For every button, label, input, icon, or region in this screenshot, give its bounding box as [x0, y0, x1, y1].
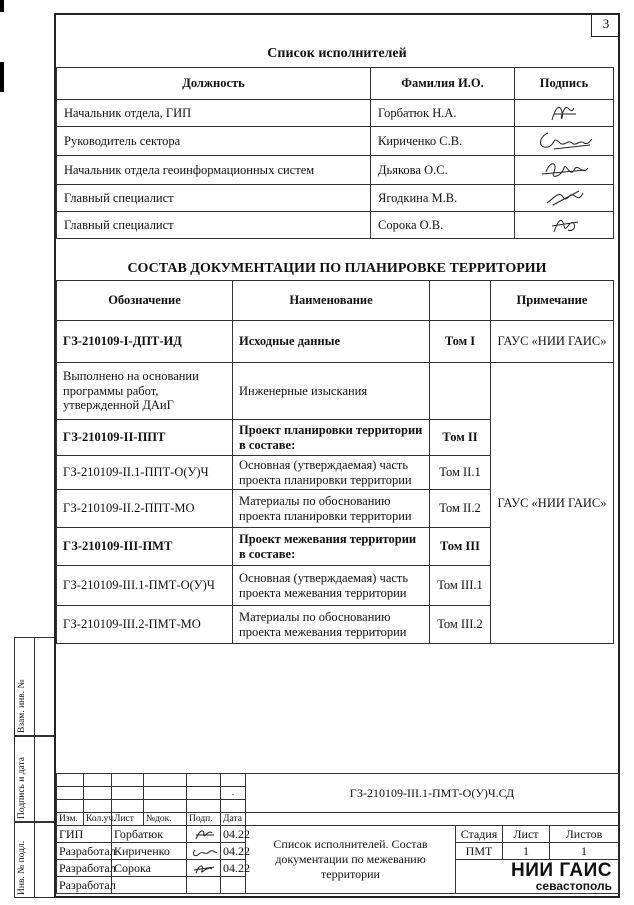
- designation: ГЗ-210109-II.2-ППТ-МО: [57, 490, 233, 528]
- designation: ГЗ-210109-II.1-ППТ-О(У)Ч: [57, 456, 233, 490]
- side-stamp-label: Подпись и дата: [17, 756, 27, 819]
- doc-title: Основная (утверждаемая) часть проекта межевания территории: [233, 566, 430, 606]
- designation: ГЗ-210109-III.2-ПМТ-МО: [57, 606, 233, 644]
- executor-position: Главный специалист: [57, 212, 371, 239]
- col-position: Должность: [57, 68, 371, 100]
- sheets-value: 1: [550, 843, 619, 860]
- col-name: Фамилия И.О.: [371, 68, 515, 100]
- role-date: [221, 877, 246, 894]
- role-name: Горбатюк: [112, 826, 187, 843]
- stage-value: ПМТ: [456, 843, 503, 860]
- note-gaus: ГАУС «НИИ ГАИС»: [491, 321, 614, 363]
- note-gaus: ГАУС «НИИ ГАИС»: [491, 363, 614, 644]
- volume: Том I: [430, 321, 491, 363]
- signature-image: [515, 185, 614, 212]
- title-block: [56, 773, 619, 894]
- executor-row: [57, 127, 614, 156]
- executor-name: Кириченко С.В.: [371, 127, 515, 156]
- doc-code: ГЗ-210109-III.1-ПМТ-О(У)Ч.СД: [246, 774, 619, 813]
- executor-name: Сорока О.В.: [371, 212, 515, 239]
- composition-header-row: [57, 281, 614, 321]
- volume: Том III.2: [430, 606, 491, 644]
- binding-mark-mid: [0, 62, 4, 92]
- executor-row: [57, 156, 614, 185]
- volume: Том II: [430, 420, 491, 456]
- doc-title: Материалы по обоснованию проекта планировки территории: [233, 490, 430, 528]
- composition-title: СОСТАВ ДОКУМЕНТАЦИИ ПО ПЛАНИРОВКЕ ТЕРРИТОРИИ: [127, 261, 547, 276]
- role-name: Сорока: [112, 860, 187, 877]
- role-label: ГИП: [57, 826, 112, 843]
- executor-name: Ягодкина М.В.: [371, 185, 515, 212]
- doc-title: Материалы по обоснованию проекта межевания территории: [233, 606, 430, 644]
- signature-image: [187, 860, 221, 877]
- executors-header-row: [57, 68, 614, 100]
- executors-table: [56, 67, 614, 239]
- role-label: Разработал: [57, 843, 112, 860]
- signature-image: [515, 156, 614, 185]
- col-change: Изм.: [57, 813, 84, 826]
- role-name: Кириченко: [112, 843, 187, 860]
- volume: Том III.1: [430, 566, 491, 606]
- volume: [430, 363, 491, 420]
- doc-title: Проект межевания территории в составе:: [233, 528, 430, 566]
- executor-name: Горбатюк Н.А.: [371, 100, 515, 127]
- executor-position: Главный специалист: [57, 185, 371, 212]
- org-logo: [456, 860, 619, 894]
- executor-position: Начальник отдела геоинформационных систем: [57, 156, 371, 185]
- col-signature: Подпись: [515, 68, 614, 100]
- sheet-value: 1: [503, 843, 550, 860]
- executor-position: Руководитель сектора: [57, 127, 371, 156]
- designation: Выполнено на основании программы работ, утвержденной ДАиГ: [57, 363, 233, 420]
- composition-table: [56, 280, 614, 644]
- col-title: Наименование: [233, 281, 430, 321]
- sheet-number: 3: [591, 13, 620, 37]
- role-date: 04.22: [221, 843, 246, 860]
- col-docnum: №док.: [144, 813, 187, 826]
- side-stamp-divider: [34, 637, 35, 898]
- designation: ГЗ-210109-III.1-ПМТ-О(У)Ч: [57, 566, 233, 606]
- signature-image: [187, 843, 221, 860]
- sheets-header: Листов: [550, 826, 619, 843]
- doc-title-block: Список исполнителей. Состав документации по межеванию территории: [246, 826, 456, 894]
- doc-title: Инженерные изыскания: [233, 363, 430, 420]
- doc-title: Проект планировки территории в составе:: [233, 420, 430, 456]
- role-date: 04.22: [221, 860, 246, 877]
- designation: ГЗ-210109-II-ППТ: [57, 420, 233, 456]
- executor-row: [57, 212, 614, 239]
- executor-name: Дьякова О.С.: [371, 156, 515, 185]
- volume: Том II.2: [430, 490, 491, 528]
- col-date: Дата: [221, 813, 246, 826]
- sheet-header: Лист: [503, 826, 550, 843]
- org-name: НИИ ГАИС: [511, 860, 612, 881]
- signature-image: [515, 100, 614, 127]
- role-name: [112, 877, 187, 894]
- doc-title: Основная (утверждаемая) часть проекта планировки территории: [233, 456, 430, 490]
- role-label: Разработал: [57, 860, 112, 877]
- designation: ГЗ-210109-I-ДПТ-ИД: [57, 321, 233, 363]
- col-sheet: Лист: [112, 813, 144, 826]
- composition-row: [57, 363, 614, 420]
- volume: Том III: [430, 528, 491, 566]
- side-stamp-label: Инв. № подл.: [17, 840, 27, 895]
- volume: Том II.1: [430, 456, 491, 490]
- dot-mark: .: [221, 787, 246, 800]
- col-count: Кол.уч: [84, 813, 112, 826]
- executor-row: [57, 100, 614, 127]
- org-city: севастополь: [535, 879, 612, 893]
- executor-row: [57, 185, 614, 212]
- binding-mark-top: [0, 0, 4, 12]
- signature-image: [187, 826, 221, 843]
- col-volume: [430, 281, 491, 321]
- composition-row: [57, 321, 614, 363]
- side-stamp-label: Взам. инв. №: [17, 679, 27, 733]
- executors-title: Список исполнителей: [267, 46, 407, 61]
- col-sign: Подп.: [187, 813, 221, 826]
- col-notes: Примечание: [491, 281, 614, 321]
- col-designation: Обозначение: [57, 281, 233, 321]
- designation: ГЗ-210109-III-ПМТ: [57, 528, 233, 566]
- signature-image: [515, 212, 614, 239]
- role-date: 04.22: [221, 826, 246, 843]
- stage-header: Стадия: [456, 826, 503, 843]
- signature-image: [515, 127, 614, 156]
- executor-position: Начальник отдела, ГИП: [57, 100, 371, 127]
- role-label: Разработал: [57, 877, 112, 894]
- doc-title: Исходные данные: [233, 321, 430, 363]
